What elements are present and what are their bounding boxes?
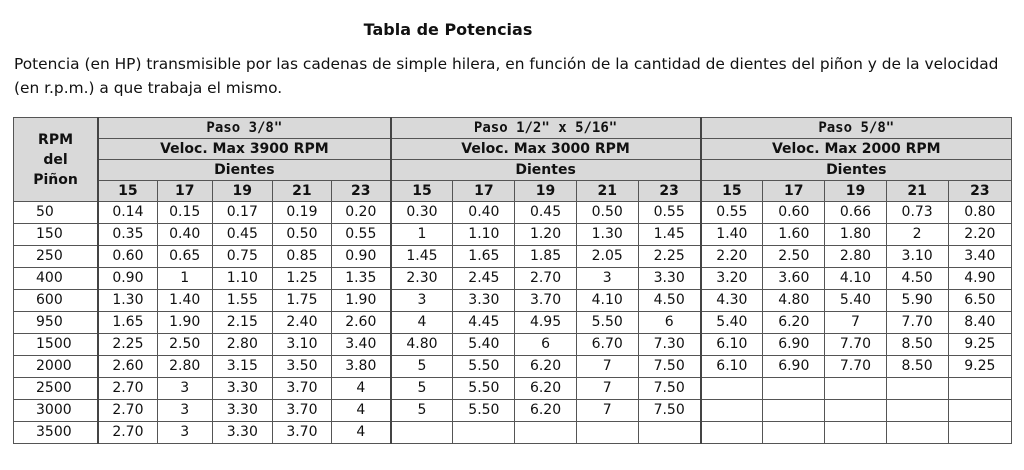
power-value-cell: [763, 378, 825, 400]
power-value-cell: 1.10: [453, 224, 515, 246]
power-value-cell: 9.25: [948, 334, 1011, 356]
teeth-header-cell: 17: [453, 181, 515, 202]
power-value-cell: 2.20: [948, 224, 1011, 246]
power-value-cell: 2.70: [515, 268, 576, 290]
power-value-cell: 5: [391, 378, 453, 400]
power-value-cell: 0.65: [157, 246, 212, 268]
power-value-cell: 3.70: [272, 378, 331, 400]
power-value-cell: [948, 422, 1011, 444]
power-value-cell: 1.30: [576, 224, 638, 246]
power-value-cell: 5.40: [453, 334, 515, 356]
power-value-cell: 2.50: [157, 334, 212, 356]
power-value-cell: 0.35: [98, 224, 157, 246]
power-value-cell: 4.90: [948, 268, 1011, 290]
power-value-cell: 0.90: [331, 246, 390, 268]
power-value-cell: 1: [391, 224, 453, 246]
power-value-cell: 5.40: [701, 312, 763, 334]
group-1-dientes-label: Dientes: [98, 160, 391, 181]
rpm-cell: 250: [14, 246, 99, 268]
power-value-cell: 2.25: [638, 246, 700, 268]
power-value-cell: 6.50: [948, 290, 1011, 312]
power-value-cell: 0.80: [948, 202, 1011, 224]
power-value-cell: 0.50: [576, 202, 638, 224]
power-value-cell: 2.70: [98, 378, 157, 400]
power-value-cell: 2.05: [576, 246, 638, 268]
power-value-cell: 1.35: [331, 268, 390, 290]
power-value-cell: 1.65: [453, 246, 515, 268]
table-row: [14, 268, 1012, 290]
power-value-cell: 2.25: [98, 334, 157, 356]
table-row: [14, 334, 1012, 356]
power-value-cell: [515, 422, 576, 444]
power-value-cell: 2.50: [763, 246, 825, 268]
teeth-header-cell: 19: [515, 181, 576, 202]
power-value-cell: 9.25: [948, 356, 1011, 378]
power-value-cell: 0.60: [98, 246, 157, 268]
power-value-cell: 5.50: [453, 400, 515, 422]
power-value-cell: [948, 378, 1011, 400]
power-value-cell: 0.30: [391, 202, 453, 224]
power-value-cell: 1.20: [515, 224, 576, 246]
power-value-cell: 4.30: [701, 290, 763, 312]
teeth-header-cell: 19: [825, 181, 886, 202]
power-value-cell: 4: [391, 312, 453, 334]
teeth-row: [14, 181, 1012, 202]
power-value-cell: 8.40: [948, 312, 1011, 334]
teeth-header-cell: 21: [576, 181, 638, 202]
power-value-cell: 2.45: [453, 268, 515, 290]
power-value-cell: 7.50: [638, 356, 700, 378]
power-value-cell: 7.50: [638, 400, 700, 422]
power-value-cell: [576, 422, 638, 444]
power-value-cell: 4.95: [515, 312, 576, 334]
power-value-cell: 0.55: [701, 202, 763, 224]
power-value-cell: 7: [576, 378, 638, 400]
power-value-cell: 0.40: [157, 224, 212, 246]
power-value-cell: 3.30: [453, 290, 515, 312]
power-value-cell: 1.80: [825, 224, 886, 246]
power-value-cell: 3.40: [331, 334, 390, 356]
power-value-cell: 3.30: [212, 378, 272, 400]
power-value-cell: 5: [391, 400, 453, 422]
power-value-cell: 4.50: [886, 268, 948, 290]
power-value-cell: 7.70: [825, 334, 886, 356]
table-row: [14, 422, 1012, 444]
power-value-cell: 3: [157, 378, 212, 400]
power-value-cell: 6.10: [701, 356, 763, 378]
power-value-cell: 3.60: [763, 268, 825, 290]
power-value-cell: [763, 400, 825, 422]
teeth-header-cell: 21: [272, 181, 331, 202]
power-value-cell: 2.30: [391, 268, 453, 290]
power-value-cell: 6.90: [763, 356, 825, 378]
power-value-cell: 0.60: [763, 202, 825, 224]
power-value-cell: 3.10: [272, 334, 331, 356]
power-value-cell: 1.25: [272, 268, 331, 290]
table-row: [14, 356, 1012, 378]
power-value-cell: 3.10: [886, 246, 948, 268]
power-value-cell: 1.45: [638, 224, 700, 246]
power-value-cell: 3.40: [948, 246, 1011, 268]
group-3-veloc: Veloc. Max 2000 RPM: [701, 139, 1012, 160]
power-value-cell: [825, 400, 886, 422]
power-value-cell: 4.80: [391, 334, 453, 356]
rpm-cell: 150: [14, 224, 99, 246]
power-value-cell: 5.50: [576, 312, 638, 334]
power-value-cell: 3.30: [212, 422, 272, 444]
power-value-cell: 8.50: [886, 334, 948, 356]
power-value-cell: [948, 400, 1011, 422]
power-value-cell: 0.15: [157, 202, 212, 224]
rpm-header-line-2: del: [43, 151, 68, 168]
group-2-paso: Paso 1/2" x 5/16": [391, 118, 701, 139]
power-value-cell: 3.80: [331, 356, 390, 378]
power-table: [13, 117, 1012, 444]
rpm-cell: 2500: [14, 378, 99, 400]
power-value-cell: 2: [886, 224, 948, 246]
power-value-cell: [701, 378, 763, 400]
power-value-cell: 4.10: [825, 268, 886, 290]
rpm-cell: 1500: [14, 334, 99, 356]
power-value-cell: 0.40: [453, 202, 515, 224]
power-value-cell: 7.50: [638, 378, 700, 400]
power-value-cell: 0.55: [331, 224, 390, 246]
group-2-veloc: Veloc. Max 3000 RPM: [391, 139, 701, 160]
power-value-cell: 2.20: [701, 246, 763, 268]
power-value-cell: 6.20: [515, 378, 576, 400]
table-header: [14, 118, 1012, 202]
power-value-cell: 6.10: [701, 334, 763, 356]
power-value-cell: 3.30: [638, 268, 700, 290]
power-value-cell: 7: [576, 400, 638, 422]
group-1-paso: Paso 3/8": [98, 118, 391, 139]
power-value-cell: 0.73: [886, 202, 948, 224]
power-value-cell: 0.20: [331, 202, 390, 224]
teeth-header-cell: 19: [212, 181, 272, 202]
power-value-cell: 1.75: [272, 290, 331, 312]
power-value-cell: [886, 400, 948, 422]
power-value-cell: 3.70: [272, 422, 331, 444]
teeth-header-cell: 23: [331, 181, 390, 202]
teeth-header-cell: 23: [948, 181, 1011, 202]
power-value-cell: 1.90: [157, 312, 212, 334]
power-value-cell: 4.45: [453, 312, 515, 334]
power-value-cell: 2.60: [98, 356, 157, 378]
power-value-cell: 3: [157, 422, 212, 444]
power-value-cell: 0.14: [98, 202, 157, 224]
power-value-cell: 2.70: [98, 422, 157, 444]
power-value-cell: 6: [638, 312, 700, 334]
power-value-cell: 8.50: [886, 356, 948, 378]
group-3-dientes-label: Dientes: [701, 160, 1012, 181]
teeth-header-cell: 23: [638, 181, 700, 202]
power-value-cell: 6.20: [515, 356, 576, 378]
power-value-cell: 6: [515, 334, 576, 356]
power-value-cell: 1.55: [212, 290, 272, 312]
power-value-cell: 3.20: [701, 268, 763, 290]
power-value-cell: [391, 422, 453, 444]
power-value-cell: 0.17: [212, 202, 272, 224]
power-value-cell: 3.70: [515, 290, 576, 312]
power-value-cell: [825, 378, 886, 400]
power-value-cell: [701, 400, 763, 422]
power-value-cell: 6.20: [515, 400, 576, 422]
group-2-dientes-label: Dientes: [391, 160, 701, 181]
power-value-cell: 3.15: [212, 356, 272, 378]
power-value-cell: 1.85: [515, 246, 576, 268]
teeth-header-cell: 17: [763, 181, 825, 202]
table-body: [14, 202, 1012, 444]
rpm-cell: 400: [14, 268, 99, 290]
power-value-cell: 2.80: [212, 334, 272, 356]
rpm-cell: 2000: [14, 356, 99, 378]
power-value-cell: 4: [331, 400, 390, 422]
power-value-cell: 1.10: [212, 268, 272, 290]
table-row: [14, 246, 1012, 268]
power-value-cell: 1.60: [763, 224, 825, 246]
power-value-cell: 7.30: [638, 334, 700, 356]
document-description: Potencia (en HP) transmisible por las cadenas de simple hilera, en función de la cantidad de dientes del piñon y de la velocidad (en r.p.m.) a que trabaja el mismo.: [14, 55, 999, 97]
power-value-cell: 6.90: [763, 334, 825, 356]
power-value-cell: [886, 378, 948, 400]
power-value-cell: 2.80: [157, 356, 212, 378]
power-value-cell: 3: [576, 268, 638, 290]
power-value-cell: 1.45: [391, 246, 453, 268]
power-value-cell: 1.40: [701, 224, 763, 246]
power-value-cell: 1.40: [157, 290, 212, 312]
power-value-cell: 7: [825, 312, 886, 334]
power-value-cell: 6.70: [576, 334, 638, 356]
power-value-cell: 0.19: [272, 202, 331, 224]
rpm-cell: 3500: [14, 422, 99, 444]
table-row: [14, 224, 1012, 246]
rpm-header-line-1: RPM: [38, 131, 74, 148]
power-value-cell: 2.80: [825, 246, 886, 268]
power-value-cell: 0.85: [272, 246, 331, 268]
power-value-cell: 7.70: [825, 356, 886, 378]
rpm-cell: 50: [14, 202, 99, 224]
power-value-cell: 4: [331, 422, 390, 444]
power-value-cell: 2.15: [212, 312, 272, 334]
table-row: [14, 312, 1012, 334]
power-value-cell: 1.65: [98, 312, 157, 334]
power-value-cell: 5.50: [453, 356, 515, 378]
power-value-cell: [638, 422, 700, 444]
teeth-header-cell: 15: [391, 181, 453, 202]
power-value-cell: [701, 422, 763, 444]
power-value-cell: 2.60: [331, 312, 390, 334]
rpm-cell: 950: [14, 312, 99, 334]
group-3-paso: Paso 5/8": [701, 118, 1012, 139]
power-value-cell: 5.90: [886, 290, 948, 312]
power-value-cell: 7.70: [886, 312, 948, 334]
table-row: [14, 290, 1012, 312]
power-value-cell: 3.50: [272, 356, 331, 378]
power-value-cell: 0.45: [515, 202, 576, 224]
power-value-cell: 6.20: [763, 312, 825, 334]
power-value-cell: [886, 422, 948, 444]
teeth-header-cell: 15: [701, 181, 763, 202]
power-value-cell: 5: [391, 356, 453, 378]
teeth-header-cell: 17: [157, 181, 212, 202]
power-value-cell: 5.50: [453, 378, 515, 400]
power-value-cell: 4.80: [763, 290, 825, 312]
rpm-cell: 3000: [14, 400, 99, 422]
table-row: [14, 202, 1012, 224]
document-title: Tabla de Potencias: [363, 20, 533, 39]
power-value-cell: 2.70: [98, 400, 157, 422]
rpm-header-line-3: Piñon: [33, 171, 78, 188]
power-value-cell: 3: [157, 400, 212, 422]
table-row: [14, 400, 1012, 422]
power-value-cell: 0.55: [638, 202, 700, 224]
power-value-cell: 1.90: [331, 290, 390, 312]
power-value-cell: [763, 422, 825, 444]
power-value-cell: 4: [331, 378, 390, 400]
power-value-cell: 1.30: [98, 290, 157, 312]
power-value-cell: 2.40: [272, 312, 331, 334]
power-value-cell: [453, 422, 515, 444]
table-row: [14, 378, 1012, 400]
group-1-veloc: Veloc. Max 3900 RPM: [98, 139, 391, 160]
power-value-cell: 0.45: [212, 224, 272, 246]
power-value-cell: [825, 422, 886, 444]
rpm-cell: 600: [14, 290, 99, 312]
teeth-header-cell: 15: [98, 181, 157, 202]
power-value-cell: 7: [576, 356, 638, 378]
power-value-cell: 3.70: [272, 400, 331, 422]
power-value-cell: 0.90: [98, 268, 157, 290]
teeth-header-cell: 21: [886, 181, 948, 202]
power-value-cell: 4.50: [638, 290, 700, 312]
power-value-cell: 3: [391, 290, 453, 312]
power-value-cell: 0.66: [825, 202, 886, 224]
rpm-column-header: [14, 118, 99, 202]
power-value-cell: 0.75: [212, 246, 272, 268]
power-value-cell: 3.30: [212, 400, 272, 422]
power-value-cell: 4.10: [576, 290, 638, 312]
power-value-cell: 0.50: [272, 224, 331, 246]
power-value-cell: 1: [157, 268, 212, 290]
power-value-cell: 5.40: [825, 290, 886, 312]
